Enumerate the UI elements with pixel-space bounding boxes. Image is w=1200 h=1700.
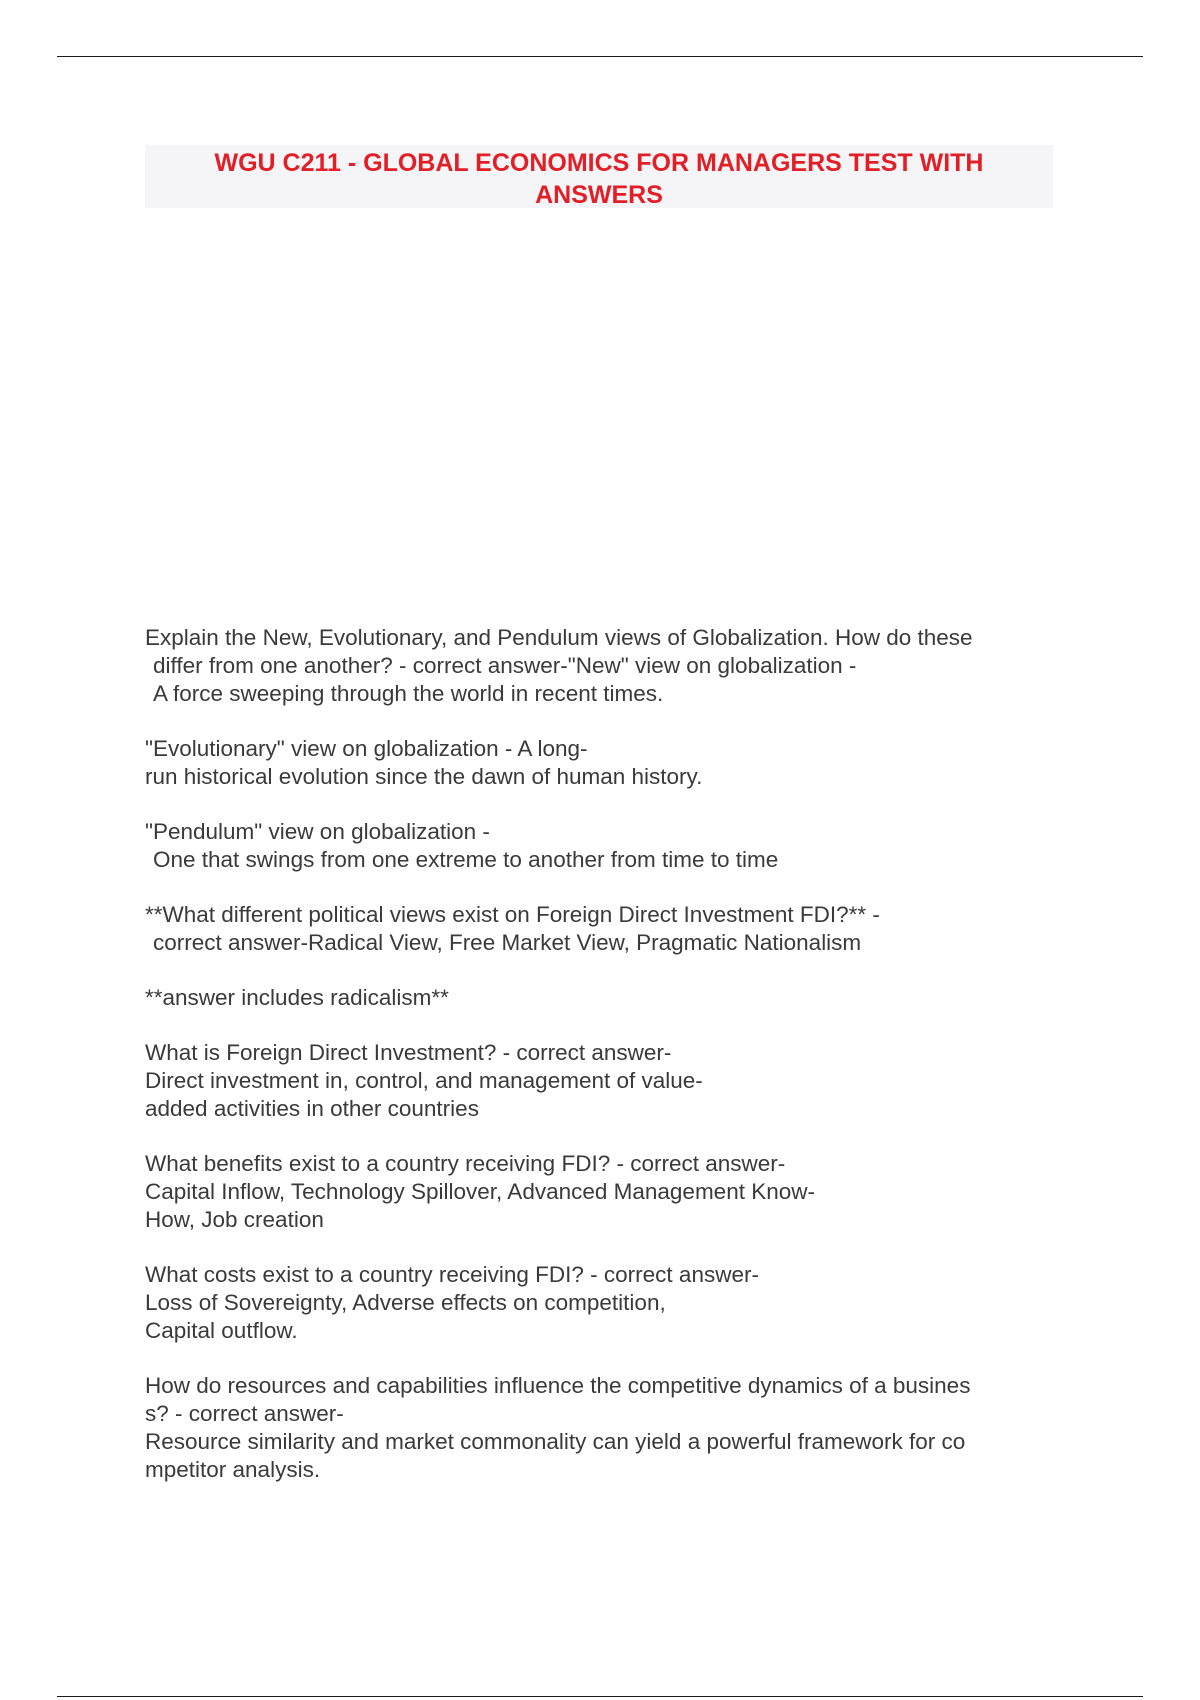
text-line: Explain the New, Evolutionary, and Pendulum views of Globalization. How do these	[145, 625, 973, 650]
text-line: correct answer-Radical View, Free Market View, Pragmatic Nationalism	[153, 930, 862, 955]
title-line: WGU C211 - GLOBAL ECONOMICS FOR MANAGERS TEST WITH	[214, 149, 984, 177]
text-line: Capital Inflow, Technology Spillover, Advanced Management Know-	[145, 1179, 815, 1204]
text-line: "Evolutionary" view on globalization - A long-	[145, 736, 588, 761]
title-banner	[145, 145, 1053, 208]
text-line: A force sweeping through the world in recent times.	[153, 681, 664, 706]
qa-block-pendulum-view	[145, 818, 1060, 874]
text-line: mpetitor analysis.	[145, 1457, 321, 1482]
top-rule	[57, 56, 1143, 57]
title-line: ANSWERS	[535, 181, 663, 209]
qa-block-evolutionary-view	[145, 735, 1060, 791]
document-title	[145, 145, 1053, 211]
text-line: run historical evolution since the dawn of human history.	[145, 764, 703, 789]
qa-block-radicalism-note	[145, 984, 1060, 1012]
qa-block-what-is-fdi	[145, 1039, 1060, 1123]
text-line: Direct investment in, control, and management of value-	[145, 1068, 703, 1093]
qa-block-resources-capabilities	[145, 1372, 1060, 1484]
text-line: "Pendulum" view on globalization -	[145, 819, 490, 844]
text-line: added activities in other countries	[145, 1096, 479, 1121]
text-line: How do resources and capabilities influence the competitive dynamics of a busines	[145, 1373, 971, 1398]
text-line: What is Foreign Direct Investment? - correct answer-	[145, 1040, 672, 1065]
text-line: What benefits exist to a country receiving FDI? - correct answer-	[145, 1151, 786, 1176]
bottom-rule	[57, 1696, 1143, 1697]
text-line: Loss of Sovereignty, Adverse effects on competition,	[145, 1290, 666, 1315]
text-line: differ from one another? - correct answer-"New" view on globalization -	[153, 653, 857, 678]
qa-block-fdi-benefits	[145, 1150, 1060, 1234]
text-line: s? - correct answer-	[145, 1401, 344, 1426]
text-line: One that swings from one extreme to another from time to time	[153, 847, 779, 872]
qa-block-fdi-costs	[145, 1261, 1060, 1345]
text-line: Resource similarity and market commonality can yield a powerful framework for co	[145, 1429, 966, 1454]
text-line: Capital outflow.	[145, 1318, 298, 1343]
text-line: **What different political views exist on Foreign Direct Investment FDI?** -	[145, 902, 880, 927]
qa-block-political-views-fdi	[145, 901, 1060, 957]
text-line: **answer includes radicalism**	[145, 985, 449, 1010]
text-line: How, Job creation	[145, 1207, 324, 1232]
text-line: What costs exist to a country receiving FDI? - correct answer-	[145, 1262, 759, 1287]
qa-block-globalization-views	[145, 624, 1060, 708]
qa-content	[145, 624, 1060, 1511]
